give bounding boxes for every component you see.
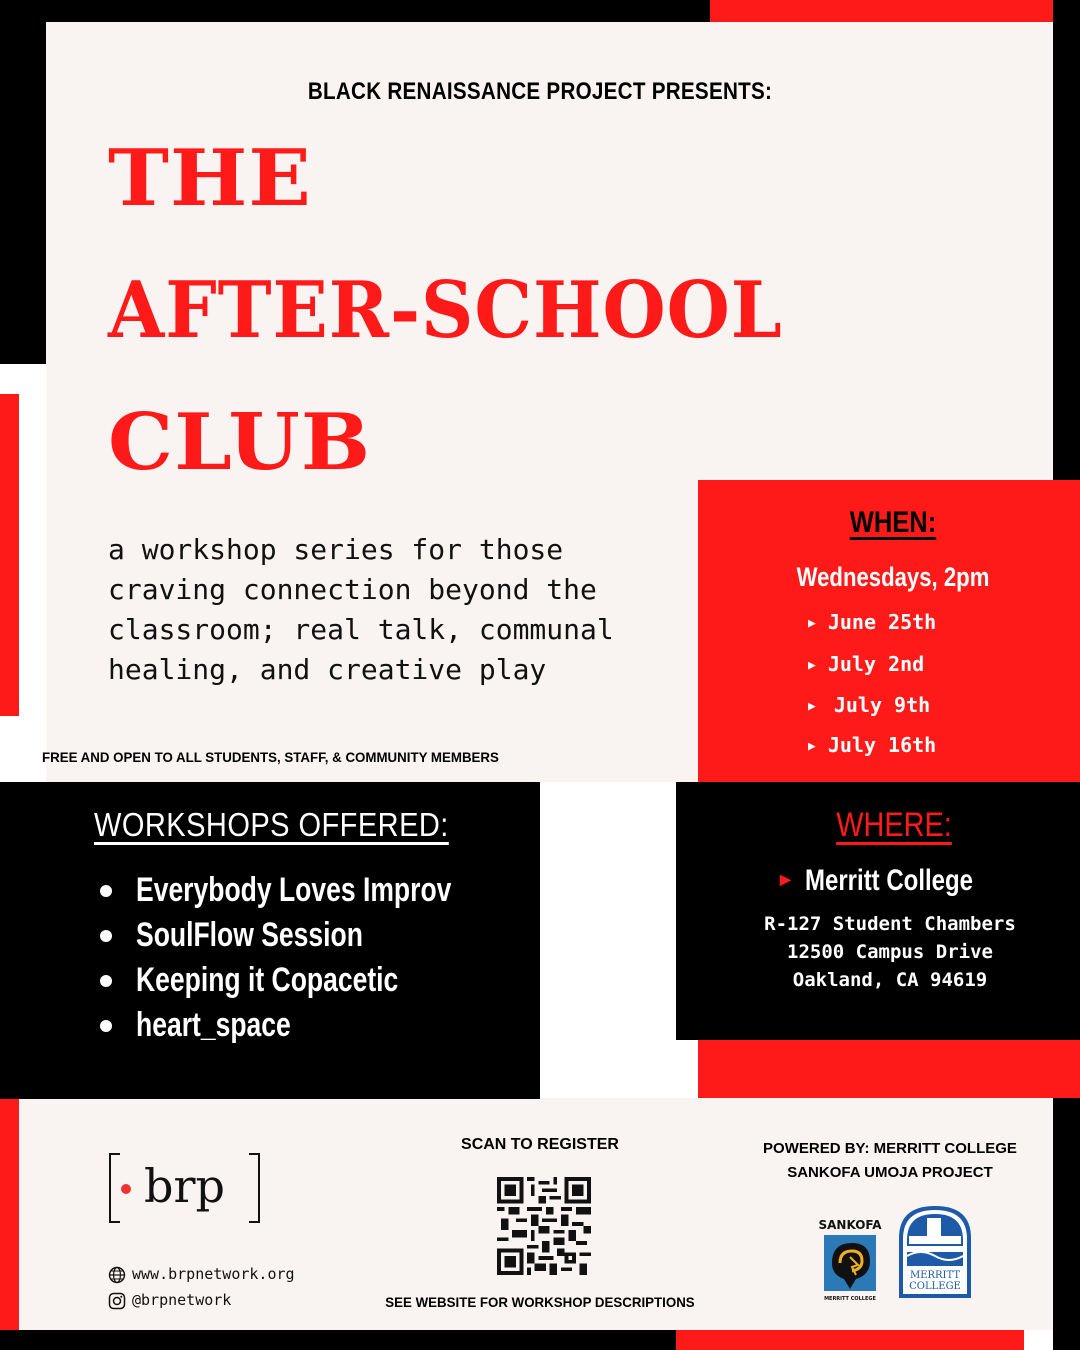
address-line: Oakland, CA 94619 [792, 969, 988, 991]
instagram-icon [108, 1292, 126, 1310]
date-item [808, 733, 936, 757]
powered-by [760, 1137, 1020, 1185]
qr-code[interactable] [497, 1177, 591, 1275]
description-line: craving connection beyond the [108, 573, 597, 606]
triangle-bullet-icon: ▶ [808, 658, 816, 673]
svg-text:MERRITT: MERRITT [909, 1270, 961, 1281]
title-line-3: CLUB [108, 397, 372, 488]
date-item [808, 652, 924, 676]
where-box-red-underlay [698, 1040, 1080, 1098]
address-line: R-127 Student Chambers [764, 913, 1016, 935]
workshops-list [100, 868, 540, 1048]
powered-by-line: SANKOFA UMOJA PROJECT [787, 1164, 993, 1181]
frame-left-black [0, 0, 46, 364]
date-label: July 16th [827, 733, 937, 757]
title-line-2: AFTER-SCHOOL [108, 265, 783, 356]
triangle-bullet-icon: ▶ [808, 616, 816, 631]
sankofa-logo [818, 1205, 882, 1303]
date-item [808, 693, 930, 717]
workshop-item: heart_space [100, 1003, 540, 1048]
svg-text:SANKOFA: SANKOFA [818, 1218, 882, 1232]
scan-to-register-label: SCAN TO REGISTER [461, 1136, 619, 1153]
website-link[interactable] [108, 1265, 295, 1284]
brp-logo: brp [144, 1159, 225, 1213]
instagram-text: @brpnetwork [132, 1291, 232, 1309]
instagram-link[interactable] [108, 1291, 231, 1310]
triangle-bullet-icon: ▶ [808, 739, 816, 754]
workshop-descriptions-note: SEE WEBSITE FOR WORKSHOP DESCRIPTIONS [385, 1294, 695, 1310]
triangle-bullet-icon: ▶ [808, 699, 816, 714]
svg-text:MERRITT COLLEGE: MERRITT COLLEGE [824, 1296, 876, 1302]
frame-top-black [0, 0, 710, 22]
description-line: healing, and creative play [108, 653, 547, 686]
event-description [108, 530, 668, 690]
description-line: classroom; real talk, communal [108, 613, 614, 646]
frame-bottom-black [0, 1330, 676, 1350]
frame-bottom-left-red [0, 1062, 19, 1350]
when-subtitle: Wednesdays, 2pm [796, 562, 990, 592]
date-label: July 9th [833, 693, 931, 717]
date-item [808, 610, 936, 634]
workshop-item: Everybody Loves Improv [100, 868, 540, 913]
description-line: a workshop series for those [108, 533, 564, 566]
frame-bottom-red [676, 1330, 1024, 1350]
date-label: June 25th [827, 610, 937, 634]
frame-bottom-right-black [1053, 1080, 1080, 1350]
triangle-bullet-icon: ▶ [780, 871, 791, 887]
access-note: FREE AND OPEN TO ALL STUDENTS, STAFF, & COMMUNITY MEMBERS [42, 749, 499, 765]
when-title: WHEN: [849, 506, 937, 539]
merritt-college-logo [897, 1204, 973, 1300]
presenter-line: BLACK RENAISSANCE PROJECT PRESENTS: [307, 78, 773, 105]
svg-text:COLLEGE: COLLEGE [909, 1281, 961, 1292]
powered-by-line: POWERED BY: MERRITT COLLEGE [763, 1140, 1017, 1157]
workshops-title: WORKSHOPS OFFERED: [94, 806, 449, 843]
workshop-item: SoulFlow Session [100, 913, 540, 958]
globe-icon [108, 1266, 126, 1284]
date-label: July 2nd [827, 652, 925, 676]
where-title: WHERE: [836, 806, 952, 844]
workshop-item: Keeping it Copacetic [100, 958, 540, 1003]
title-line-1: THE [108, 133, 312, 224]
address-line: 12500 Campus Drive [787, 941, 993, 963]
frame-top-red [710, 0, 1080, 22]
venue-name: ▶ Merritt College [780, 864, 973, 897]
website-text: www.brpnetwork.org [132, 1265, 295, 1283]
frame-left-red [0, 394, 19, 716]
